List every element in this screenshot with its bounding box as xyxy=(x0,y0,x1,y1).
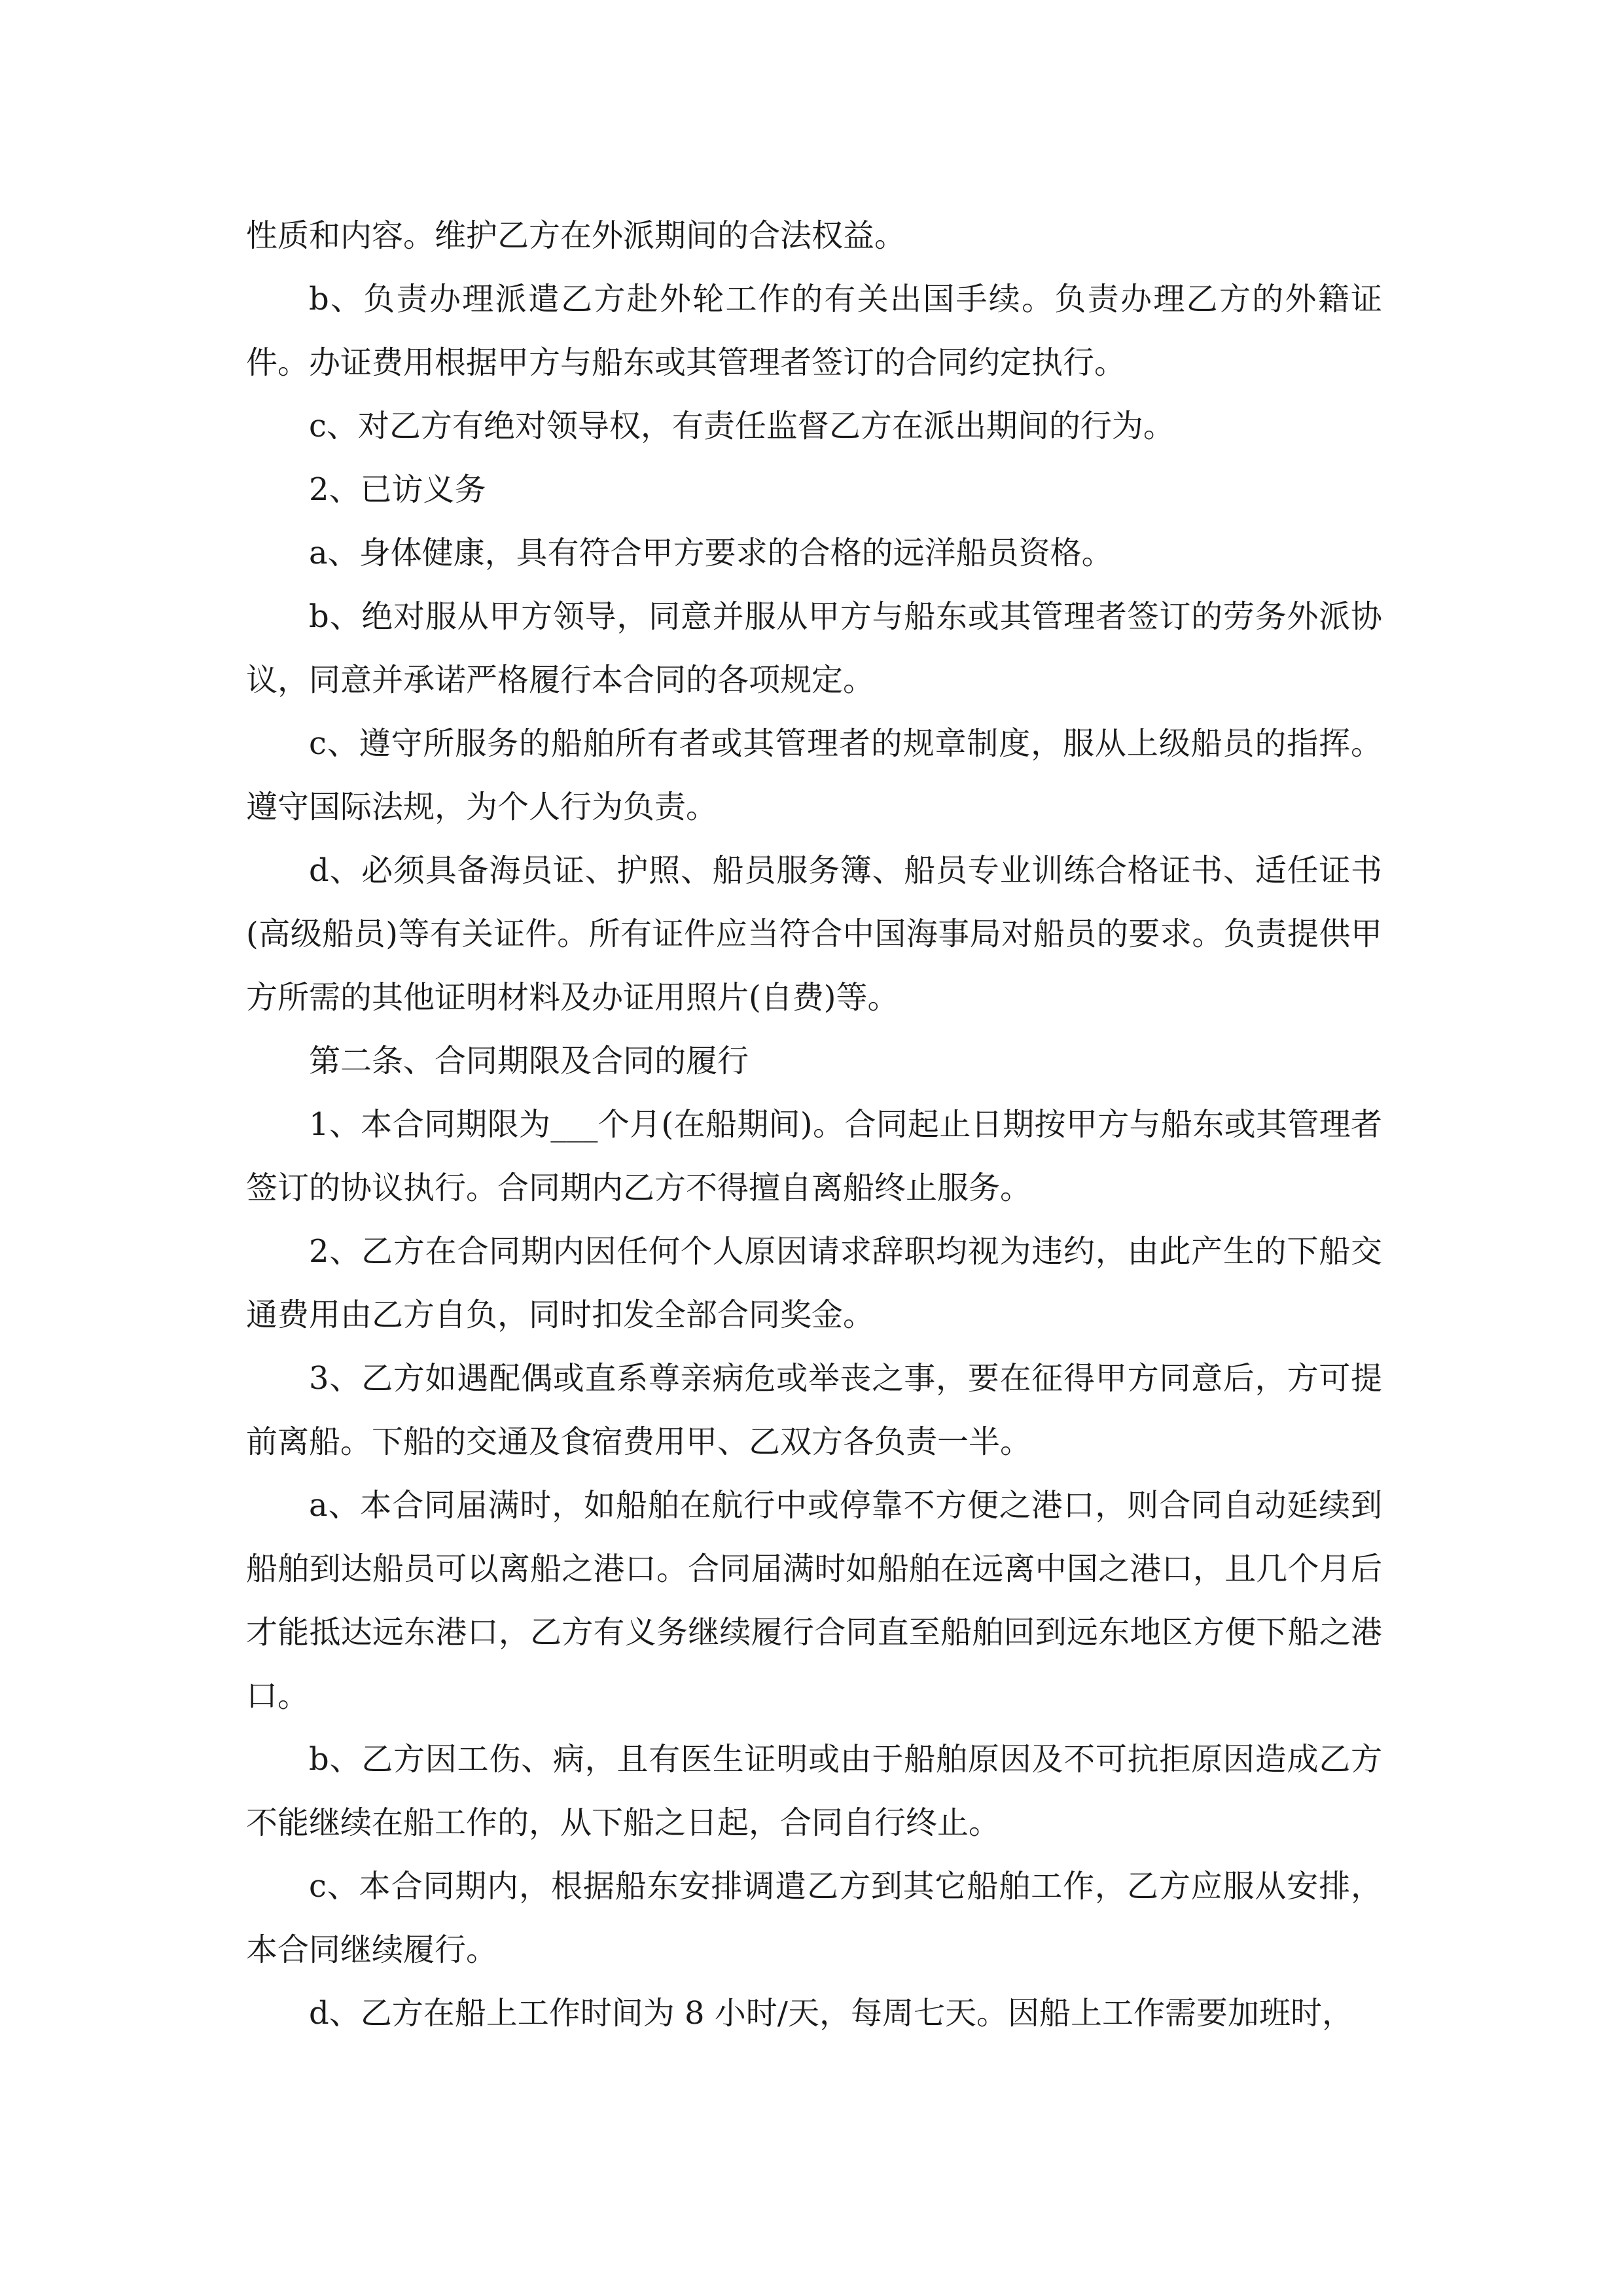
paragraph: c、本合同期内，根据船东安排调遣乙方到其它船舶工作，乙方应服从安排，本合同继续履行。 xyxy=(246,1868,1382,1968)
paragraph: b、负责办理派遣乙方赴外轮工作的有关出国手续。负责办理乙方的外籍证件。办证费用根据甲方与船东或其管理者签订的合同约定执行。 xyxy=(246,281,1382,381)
article-heading: 第二条、合同期限及合同的履行 xyxy=(309,1043,749,1079)
document-body xyxy=(246,204,1382,2045)
paragraph: 性质和内容。维护乙方在外派期间的合法权益。 xyxy=(246,217,906,254)
paragraph: 2、乙方在合同期内因任何个人原因请求辞职均视为违约，由此产生的下船交通费用由乙方自负，同时扣发全部合同奖金。 xyxy=(246,1233,1382,1333)
paragraph: b、绝对服从甲方领导，同意并服从甲方与船东或其管理者签订的劳务外派协议，同意并承诺严格履行本合同的各项规定。 xyxy=(246,598,1382,698)
section-heading: 2、已访义务 xyxy=(309,471,486,508)
paragraph: 1、本合同期限为___个月(在船期间)。合同起止日期按甲方与船东或其管理者签订的协议执行。合同期内乙方不得擅自离船终止服务。 xyxy=(246,1106,1382,1206)
paragraph: a、本合同届满时，如船舶在航行中或停靠不方便之港口，则合同自动延续到船舶到达船员可以离船之港口。合同届满时如船舶在远离中国之港口，且几个月后才能抵达远东港口，乙方有义务继续履行合同直至船舶回到远东地区方便下船之港口。 xyxy=(246,1487,1382,1714)
paragraph: a、身体健康，具有符合甲方要求的合格的远洋船员资格。 xyxy=(309,535,1113,571)
paragraph: 3、乙方如遇配偶或直系尊亲病危或举丧之事，要在征得甲方同意后，方可提前离船。下船的交通及食宿费用甲、乙双方各负责一半。 xyxy=(246,1360,1382,1460)
paragraph: d、必须具备海员证、护照、船员服务簿、船员专业训练合格证书、适任证书(高级船员)等有关证件。所有证件应当符合中国海事局对船员的要求。负责提供甲方所需的其他证明材料及办证用照片(自费)等。 xyxy=(246,852,1382,1016)
paragraph: d、乙方在船上工作时间为 8 小时/天，每周七天。因船上工作需要加班时， xyxy=(309,1995,1353,2032)
paragraph: c、遵守所服务的船舶所有者或其管理者的规章制度，服从上级船员的指挥。遵守国际法规，为个人行为负责。 xyxy=(246,725,1382,825)
paragraph: c、对乙方有绝对领导权，有责任监督乙方在派出期间的行为。 xyxy=(309,408,1175,444)
paragraph: b、乙方因工伤、病，且有医生证明或由于船舶原因及不可抗拒原因造成乙方不能继续在船工作的，从下船之日起，合同自行终止。 xyxy=(246,1741,1382,1841)
